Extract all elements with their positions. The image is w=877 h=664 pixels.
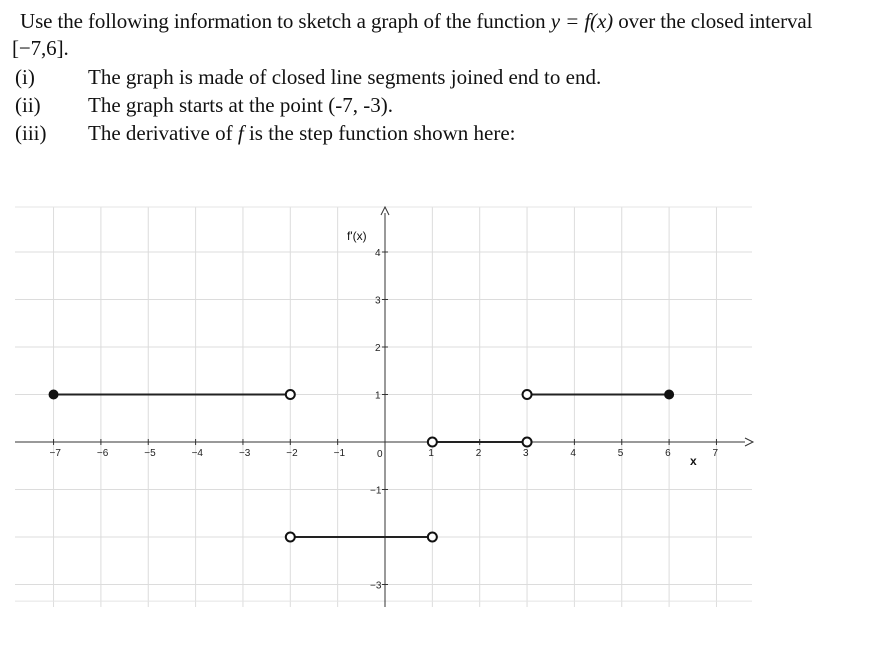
interval-value: [−7,6]. — [12, 36, 69, 60]
axes — [15, 207, 753, 607]
x-tick-label: −3 — [238, 448, 251, 459]
open-endpoint — [523, 390, 532, 399]
x-tick-label: 0 — [377, 449, 383, 460]
x-tick-label: −6 — [96, 448, 109, 459]
open-endpoint — [428, 438, 437, 447]
x-tick-label: 1 — [428, 448, 434, 459]
condition-text-after: is the step function shown here: — [248, 121, 516, 145]
x-tick-label: −7 — [49, 448, 61, 459]
condition-text-before: The derivative of — [88, 121, 233, 145]
condition-number: (i) — [15, 65, 35, 89]
open-endpoint — [428, 533, 437, 542]
y-tick-label: 1 — [375, 390, 381, 402]
y-tick-label: 4 — [375, 248, 381, 259]
x-tick-label: 2 — [475, 448, 482, 459]
y-tick-label: −3 — [370, 580, 382, 592]
open-endpoint — [523, 438, 532, 447]
open-endpoint — [286, 533, 295, 542]
interval-text: over the closed interval — [618, 9, 813, 33]
condition-text: The graph starts at the point (-7, -3). — [88, 93, 393, 117]
y-tick-label: 3 — [375, 295, 381, 307]
x-tick-label: 7 — [712, 448, 719, 459]
x-tick-label: 3 — [523, 448, 529, 459]
condition-3 — [15, 120, 515, 147]
x-tick-label: 4 — [570, 448, 576, 459]
x-tick-label: −4 — [191, 448, 204, 459]
step-segments — [49, 390, 674, 542]
y-tick-label: 2 — [375, 343, 381, 354]
condition-2 — [15, 92, 393, 119]
condition-number: (iii) — [15, 121, 47, 145]
grid — [15, 207, 752, 607]
open-endpoint — [286, 390, 295, 399]
condition-text: The graph is made of closed line segments joined end to end. — [88, 65, 602, 89]
closed-endpoint — [49, 390, 58, 399]
y-tick-label: −1 — [370, 485, 382, 497]
condition-number: (ii) — [15, 93, 41, 117]
intro-text: Use the following information to sketch a graph of the function — [20, 9, 546, 33]
x-tick-label: 6 — [665, 448, 671, 459]
x-axis-arrow — [745, 438, 753, 446]
condition-1 — [15, 64, 601, 91]
closed-endpoint — [665, 390, 674, 399]
x-tick-label: 5 — [617, 448, 624, 459]
x-tick-label: −1 — [333, 448, 346, 459]
derivative-step-chart — [0, 195, 877, 635]
function-equation: y = f(x) — [550, 9, 614, 33]
function-name: f — [237, 121, 244, 145]
problem-intro — [12, 8, 870, 62]
x-tick-label: −5 — [144, 448, 156, 459]
y-axis-label: f'(x) — [347, 229, 367, 243]
x-axis-label: x — [690, 454, 697, 468]
x-tick-label: −2 — [286, 448, 298, 459]
